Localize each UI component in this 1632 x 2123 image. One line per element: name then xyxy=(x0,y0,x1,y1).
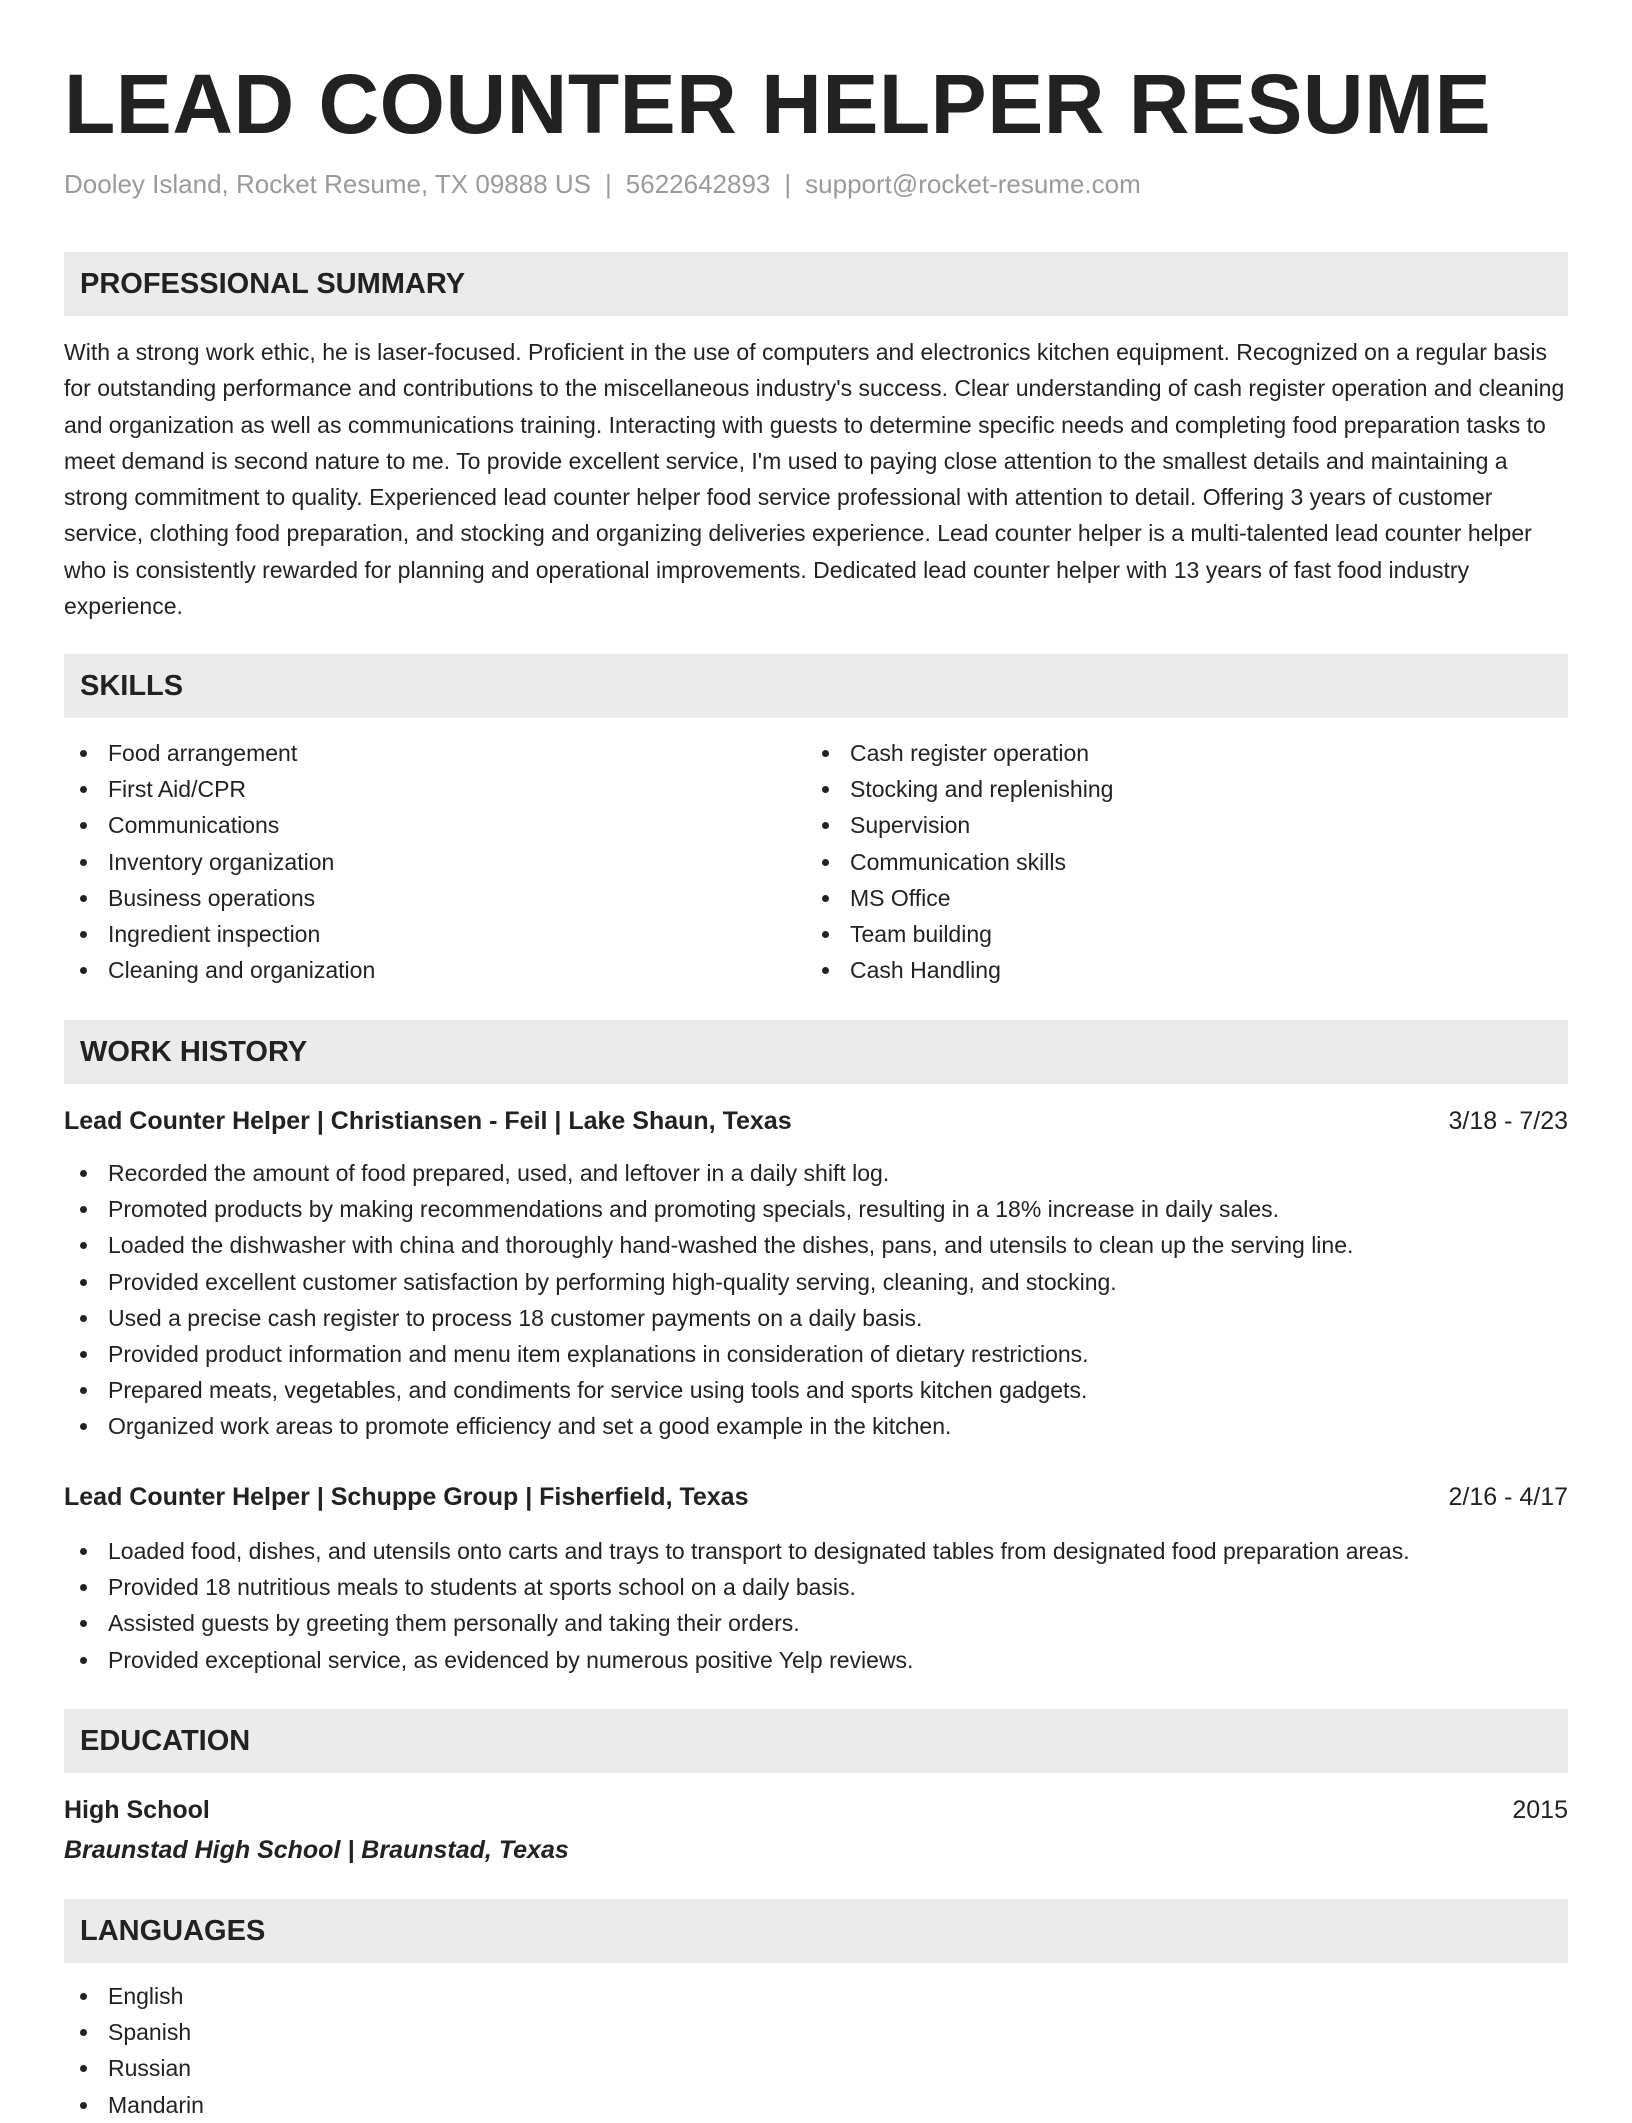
job-bullet: Provided product information and menu item explanations in consideration of dietary restrictions. xyxy=(64,1336,1568,1372)
education-school: Braunstad High School | Braunstad, Texas xyxy=(64,1836,569,1864)
summary-title: PROFESSIONAL SUMMARY xyxy=(80,268,466,300)
skill-item: Supervision xyxy=(806,807,1506,843)
job-bullet: Promoted products by making recommendations and promoting specials, resulting in a 18% increase in daily sales. xyxy=(64,1191,1568,1227)
summary-section-header xyxy=(64,252,1568,316)
education-title: EDUCATION xyxy=(80,1725,251,1757)
skill-item: First Aid/CPR xyxy=(64,771,764,807)
skill-item: Ingredient inspection xyxy=(64,916,764,952)
skill-item: MS Office xyxy=(806,880,1506,916)
skill-item: Cleaning and organization xyxy=(64,952,764,988)
job-dates: 2/16 - 4/17 xyxy=(1448,1483,1568,1511)
job-bullet: Used a precise cash register to process 18 customer payments on a daily basis. xyxy=(64,1300,1568,1336)
contact-separator: | xyxy=(605,169,612,199)
education-section-header xyxy=(64,1709,1568,1773)
education-degree: High School xyxy=(64,1796,210,1824)
job-title: Lead Counter Helper | Schuppe Group | Fisherfield, Texas xyxy=(64,1483,749,1511)
job-bullet: Recorded the amount of food prepared, used, and leftover in a daily shift log. xyxy=(64,1155,1568,1191)
contact-phone[interactable]: 5622642893 xyxy=(625,169,771,199)
contact-separator: | xyxy=(784,169,792,199)
job-bullet: Organized work areas to promote efficiency and set a good example in the kitchen. xyxy=(64,1408,1568,1444)
job-bullet: Assisted guests by greeting them personally and taking their orders. xyxy=(64,1605,1568,1641)
language-item: Mandarin xyxy=(64,2087,764,2123)
skill-item: Business operations xyxy=(64,880,764,916)
skill-item: Team building xyxy=(806,916,1506,952)
skill-item: Stocking and replenishing xyxy=(806,771,1506,807)
job-header xyxy=(64,1477,1568,1517)
language-item: Russian xyxy=(64,2050,764,2086)
skill-item: Cash register operation xyxy=(806,735,1506,771)
job-bullets xyxy=(64,1533,1568,1678)
job-bullets xyxy=(64,1155,1568,1445)
education-year: 2015 xyxy=(1512,1796,1568,1824)
job-bullet: Loaded food, dishes, and utensils onto carts and trays to transport to designated tables from designated food preparation areas. xyxy=(64,1533,1568,1569)
job-bullet: Prepared meats, vegetables, and condiments for service using tools and sports kitchen gadgets. xyxy=(64,1372,1568,1408)
skill-item: Cash Handling xyxy=(806,952,1506,988)
contact-line xyxy=(64,164,1141,204)
language-item: Spanish xyxy=(64,2014,764,2050)
skill-item: Food arrangement xyxy=(64,735,764,771)
language-item: English xyxy=(64,1978,764,2014)
work-section-header xyxy=(64,1020,1568,1084)
job-bullet: Provided exceptional service, as evidenced by numerous positive Yelp reviews. xyxy=(64,1642,1568,1678)
skill-item: Communications xyxy=(64,807,764,843)
skill-item: Communication skills xyxy=(806,844,1506,880)
skills-list-left xyxy=(64,735,764,988)
languages-section-header xyxy=(64,1899,1568,1963)
skill-item: Inventory organization xyxy=(64,844,764,880)
job-dates: 3/18 - 7/23 xyxy=(1448,1107,1568,1135)
job-header xyxy=(64,1101,1568,1141)
job-bullet: Loaded the dishwasher with china and thoroughly hand-washed the dishes, pans, and utensils to clean up the serving line. xyxy=(64,1227,1568,1263)
contact-address: Dooley Island, Rocket Resume, TX 09888 US xyxy=(64,169,592,199)
skills-title: SKILLS xyxy=(80,670,184,702)
job-title: Lead Counter Helper | Christiansen - Feil | Lake Shaun, Texas xyxy=(64,1107,792,1135)
work-title: WORK HISTORY xyxy=(80,1036,308,1068)
skills-list-right xyxy=(806,735,1506,988)
skills-section-header xyxy=(64,654,1568,718)
summary-text: With a strong work ethic, he is laser-focused. Proficient in the use of computers and electronics kitchen equipment. Recognized on a regular basis for outstanding performance and contributions to the miscellaneous industry's success. Clear understanding of cash register operation and cleaning and organization as well as communications training. Interacting with guests to determine specific needs and completing food preparation tasks to meet demand is second nature to me. To provide excellent service, I'm used to paying close attention to the smallest details and maintaining a strong commitment to quality. Experienced lead counter helper food service professional with attention to detail. Offering 3 years of customer service, clothing food preparation, and stocking and organizing deliveries experience. Lead counter helper is a multi-talented lead counter helper who is consistently rewarded for planning and operational improvements. Dedicated lead counter helper with 13 years of fast food industry experience. xyxy=(64,339,1565,620)
resume-name: LEAD COUNTER HELPER RESUME xyxy=(64,57,1492,151)
job-bullet: Provided 18 nutritious meals to students at sports school on a daily basis. xyxy=(64,1569,1568,1605)
education-header xyxy=(64,1790,1568,1830)
languages-list xyxy=(64,1978,764,2123)
languages-title: LANGUAGES xyxy=(80,1915,266,1947)
job-bullet: Provided excellent customer satisfaction by performing high-quality serving, cleaning, and stocking. xyxy=(64,1264,1568,1300)
contact-email[interactable]: support@rocket-resume.com xyxy=(805,169,1141,199)
